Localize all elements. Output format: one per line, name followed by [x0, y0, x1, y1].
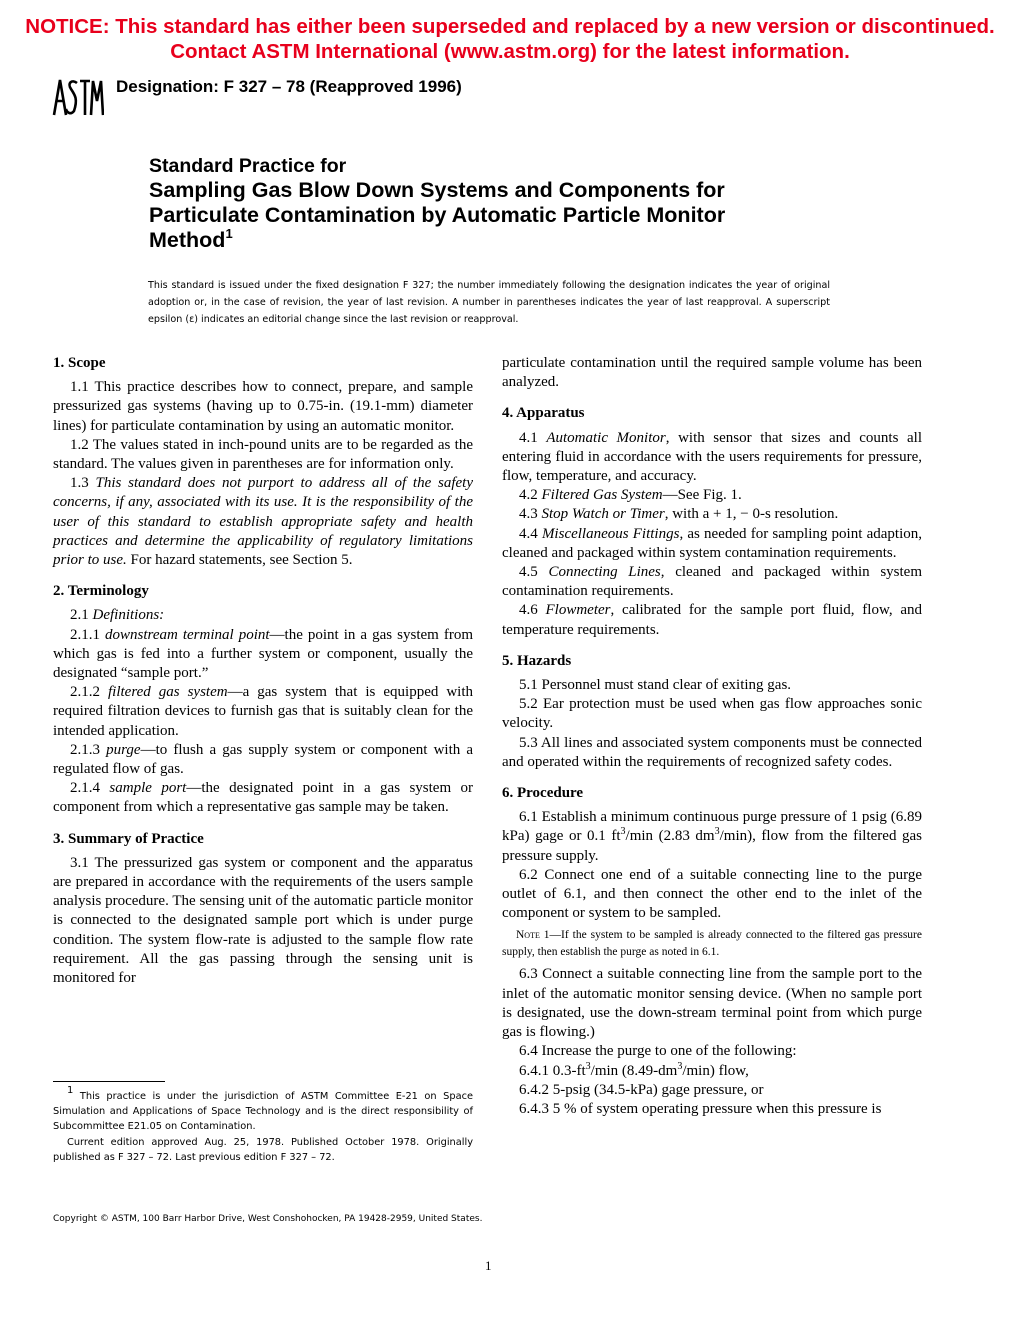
apparatus-4-4: 4.4 Miscellaneous Fittings, as needed for sampling point adaption, cleaned and packaged within system contamination requirements. [502, 525, 922, 561]
hazard-5-3: 5.3 All lines and associated system components must be connected and operated within the requirements of recognized safety codes. [502, 734, 922, 770]
title-line-1: Standard Practice for [149, 155, 347, 177]
superseded-notice [0, 14, 1020, 64]
apparatus-4-6: 4.6 Flowmeter, calibrated for the sample port fluid, flow, and temperature requirements. [502, 602, 922, 638]
notice-line-2: Contact ASTM International (www.astm.org) for the latest information. [170, 40, 850, 63]
hazard-5-1: 5.1 Personnel must stand clear of exiting gas. [519, 677, 792, 694]
issued-statement: This standard is issued under the fixed designation F 327; the number immediately following the designation indicates the year of original adoption or, in the case of revision, the year of last revision. A number in parentheses indicates the year of last reapproval. A superscript epsilon (ε) indicates an editorial change since the last revision or reapproval. [148, 280, 830, 325]
procedure-6-3: 6.3 Connect a suitable connecting line from the sample port to the inlet of the automatic monitor sensing device. (When no sample port is designated, use the down-stream terminal point from which purge gas is flowing.) [502, 966, 922, 1041]
designation: Designation: F 327 – 78 (Reapproved 1996) [116, 77, 462, 96]
footnotes [53, 1085, 473, 1165]
apparatus-4-2: 4.2 Filtered Gas System—See Fig. 1. [519, 487, 742, 504]
right-column [502, 354, 922, 1119]
procedure-6-2: 6.2 Connect one end of a suitable connecting line to the purge outlet of 6.1, and then connect the other end to the inlet of the component or system to be sampled. [502, 866, 922, 922]
section-heading-hazards: 5. Hazards [502, 652, 572, 669]
section-heading-scope: 1. Scope [53, 355, 106, 371]
procedure-6-4-2: 6.4.2 5-psig (34.5-kPa) gage pressure, or [519, 1081, 764, 1098]
title-line-4: Method$^1$ [149, 226, 233, 252]
hazard-5-2: 5.2 Ear protection must be used when gas flow approaches sonic velocity. [502, 696, 922, 732]
definition-2-1-2: 2.1.2 filtered gas system—a gas system that is equipped with required filtration devices to furnish gas that is suitably clean for the intended application. [53, 684, 474, 739]
apparatus-4-1: 4.1 Automatic Monitor, with sensor that sizes and counts all entering fluid in accordance with the users requirements for pressure, flow, temperature, and accuracy. [502, 429, 922, 485]
definition-2-1-1: 2.1.1 downstream terminal point—the point in a gas system from which gas is fed into a further system or component, usually the designated “sample port.” [53, 626, 473, 682]
note-1: Note 1—If the system to be sampled is already connected to the filtered gas pressure supply, then establish the purge as noted in 6.1. [502, 929, 922, 959]
section-heading-terminology: 2. Terminology [53, 583, 149, 600]
copyright: Copyright © ASTM, 100 Barr Harbor Drive, West Conshohocken, PA 19428-2959, United States. [53, 1214, 483, 1224]
section-heading-summary: 3. Summary of Practice [53, 830, 204, 847]
paragraph-3-1: 3.1 The pressurized gas system or component and the apparatus are prepared in accordance with the requirements of the users sample analysis procedure. The sensing unit of the automatic particle monitor is connected to the designated sample port which is under purge condition. The system flow-rate is adjusted to the sample flow rate requirement. All the gas passing through the sensing unit is monitored for [53, 854, 473, 987]
title-line-3: Particulate Contamination by Automatic Particle Monitor [149, 203, 726, 227]
apparatus-4-5: 4.5 Connecting Lines, cleaned and packaged within system contamination requirements. [502, 564, 923, 600]
paragraph-1-2: 1.2 The values stated in inch-pound units are to be regarded as the standard. The values given in parentheses are for information only. [53, 436, 473, 473]
paragraph-1-1: 1.1 This practice describes how to connect, prepare, and sample pressurized gas systems (having up to 0.75-in. (19.1-mm) diameter lines) for particulate contamination by using an automatic monitor. [53, 379, 473, 434]
document-title [149, 154, 849, 253]
definition-2-1-3: 2.1.3 purge—to flush a gas supply system or component with a regulated flow of gas. [53, 741, 473, 778]
astm-logo-icon [50, 77, 104, 117]
title-line-2: Sampling Gas Blow Down Systems and Components for [149, 178, 725, 202]
section-heading-apparatus: 4. Apparatus [502, 405, 585, 422]
definition-2-1-4: 2.1.4 sample port—the designated point in a gas system or component from which a representative gas sample may be taken. [53, 780, 474, 816]
procedure-6-4-1: 6.4.1 $0.3-ft^3/\min$ $(8.49-dm^3/\min)$ flow, [519, 1060, 749, 1079]
section-heading-procedure: 6. Procedure [502, 785, 584, 802]
procedure-6-1: 6.1 Establish a minimum continuous purge pressure of 1 psig (6.89 kPa) gage or 0.1 $ft^3/\min$ (2.83 $dm^3/\min$), flow from the filtered gas pressure supply. [502, 809, 923, 864]
footnote-divider [53, 1081, 165, 1082]
page-number: 1 [485, 1258, 492, 1273]
procedure-6-4: 6.4 Increase the purge to one of the following: [519, 1043, 797, 1060]
definition-2-1: 2.1 Definitions: [70, 607, 165, 624]
apparatus-4-3: 4.3 Stop Watch or Timer, with a + 1, − 0-s resolution. [519, 506, 839, 523]
footnote-1: $^1$ This practice is under the jurisdiction of ASTM Committee E-21 on Space Simulation and Applications of Space Technology and is the direct responsibility of Subcommittee E21.05 on Contamination. [53, 1085, 473, 1133]
footnote-edition: Current edition approved Aug. 25, 1978. Published October 1978. Originally published as F 327 – 72. Last previous edition F 327 – 72. [53, 1136, 473, 1163]
paragraph-1-3: 1.3 This standard does not purport to address all of the safety concerns, if any, associated with its use. It is the responsibility of the user of this standard to establish appropriate safety and health practices and determine the applicability of regulatory limitations prior to use. For hazard statements, see Section 5. [53, 475, 474, 569]
procedure-6-4-3: 6.4.3 5 % of system operating pressure when this pressure is [519, 1100, 882, 1117]
title-footnote-ref: 1 [225, 226, 233, 241]
left-column [53, 354, 473, 988]
notice-line-1: NOTICE: This standard has either been superseded and replaced by a new version or discontinued. [25, 15, 995, 38]
paragraph-3-1-continued: particulate contamination until the required sample volume has been analyzed. [502, 355, 922, 391]
